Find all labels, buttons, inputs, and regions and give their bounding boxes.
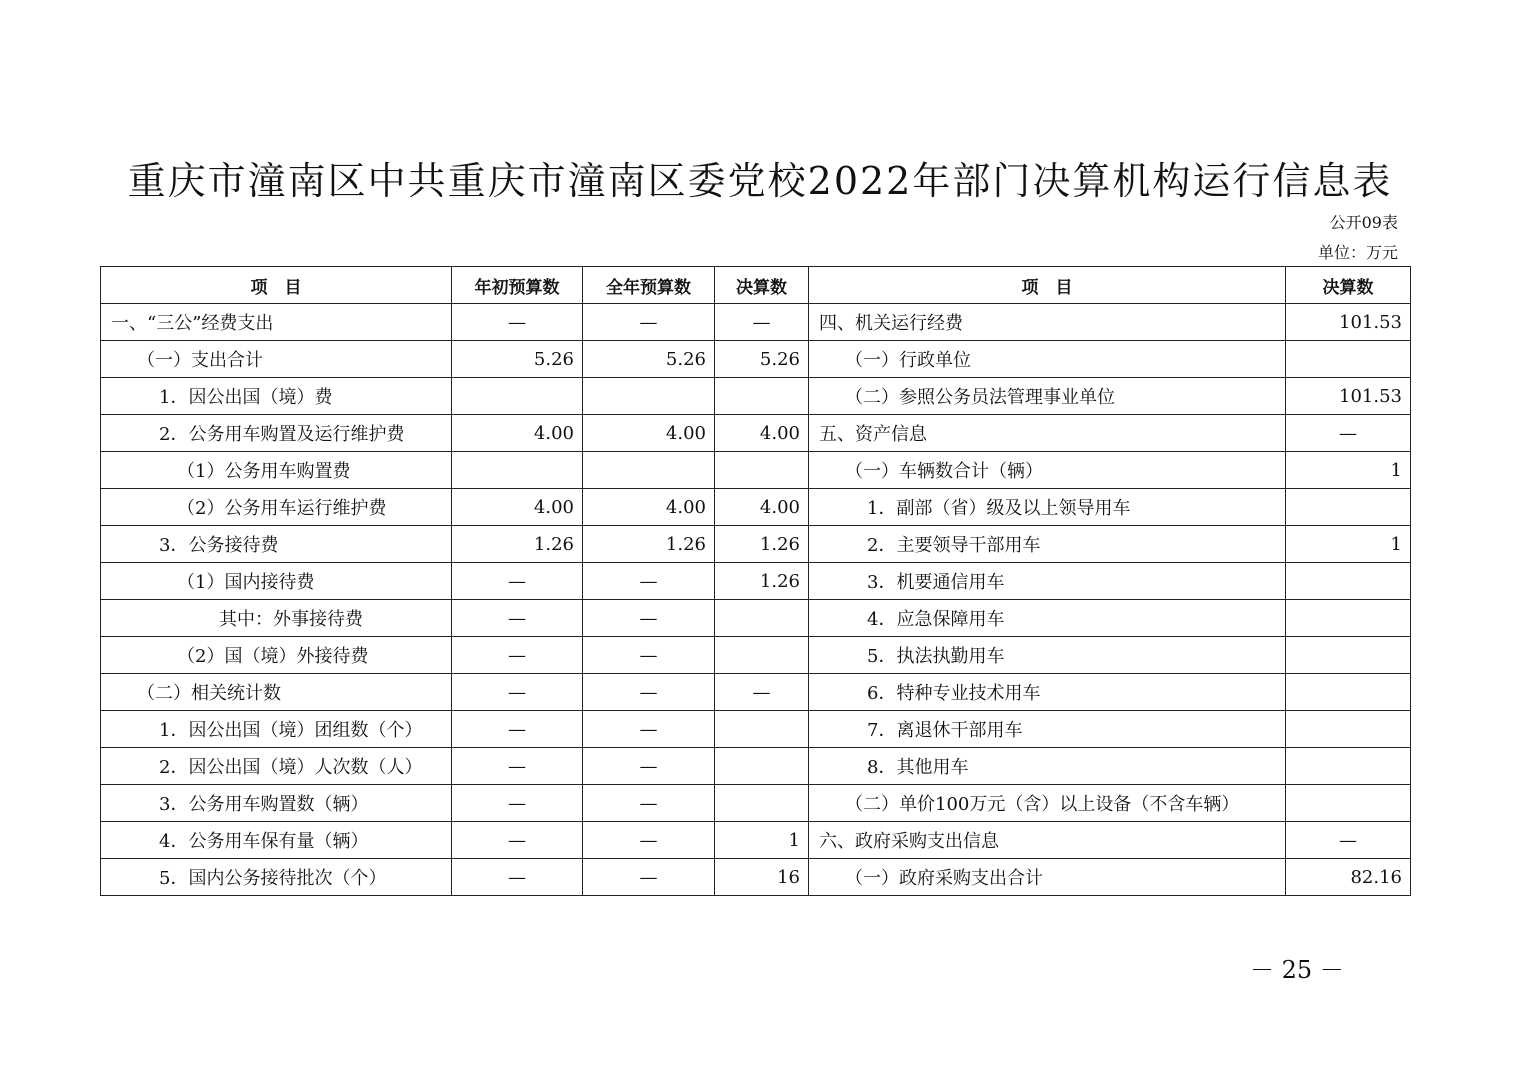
final-left-cell [715, 637, 809, 674]
initial-budget-cell [452, 378, 583, 415]
left-item-cell: 2．因公出国（境）人次数（人） [101, 748, 452, 785]
final-left-cell [715, 748, 809, 785]
final-right-cell: 82.16 [1286, 859, 1411, 896]
table-row [101, 563, 1411, 600]
table-row [101, 859, 1411, 896]
table-row [101, 526, 1411, 563]
right-item-cell: 6．特种专业技术用车 [809, 674, 1286, 711]
final-right-cell: 1 [1286, 452, 1411, 489]
left-item-cell: 5．国内公务接待批次（个） [101, 859, 452, 896]
table-body [101, 304, 1411, 896]
initial-budget-cell: 4.00 [452, 489, 583, 526]
right-item-cell: 1．副部（省）级及以上领导用车 [809, 489, 1286, 526]
final-left-cell: 5.26 [715, 341, 809, 378]
header-initial-budget: 年初预算数 [452, 267, 583, 304]
annual-budget-cell [583, 378, 715, 415]
left-item-cell: 2．公务用车购置及运行维护费 [101, 415, 452, 452]
left-item-cell: 1．因公出国（境）团组数（个） [101, 711, 452, 748]
header-annual-budget: 全年预算数 [583, 267, 715, 304]
annual-budget-cell: — [583, 748, 715, 785]
annual-budget-cell [583, 452, 715, 489]
initial-budget-cell: — [452, 600, 583, 637]
initial-budget-cell: — [452, 859, 583, 896]
final-right-cell [1286, 489, 1411, 526]
initial-budget-cell: — [452, 563, 583, 600]
final-left-cell: 16 [715, 859, 809, 896]
left-item-cell: （1）国内接待费 [101, 563, 452, 600]
table-header-row [101, 267, 1411, 304]
right-item-cell: 8．其他用车 [809, 748, 1286, 785]
left-item-cell: （2）国（境）外接待费 [101, 637, 452, 674]
left-item-cell: 3．公务接待费 [101, 526, 452, 563]
final-left-cell [715, 600, 809, 637]
left-item-cell: （1）公务用车购置费 [101, 452, 452, 489]
initial-budget-cell: — [452, 674, 583, 711]
final-right-cell: 101.53 [1286, 304, 1411, 341]
header-final-right: 决算数 [1286, 267, 1411, 304]
table-row [101, 415, 1411, 452]
left-item-cell: 其中：外事接待费 [101, 600, 452, 637]
right-item-cell: 2．主要领导干部用车 [809, 526, 1286, 563]
annual-budget-cell: 4.00 [583, 415, 715, 452]
table-row [101, 304, 1411, 341]
annual-budget-cell: — [583, 304, 715, 341]
right-item-cell: 五、资产信息 [809, 415, 1286, 452]
right-item-cell: （一）政府采购支出合计 [809, 859, 1286, 896]
initial-budget-cell: — [452, 304, 583, 341]
page-number: － 25 － [1250, 956, 1344, 984]
right-item-cell: 3．机要通信用车 [809, 563, 1286, 600]
table-row [101, 674, 1411, 711]
final-right-cell [1286, 600, 1411, 637]
annual-budget-cell: — [583, 859, 715, 896]
initial-budget-cell: — [452, 822, 583, 859]
final-left-cell: 1.26 [715, 526, 809, 563]
left-item-cell: 3．公务用车购置数（辆） [101, 785, 452, 822]
annual-budget-cell: 1.26 [583, 526, 715, 563]
table-code: 公开09表 [1329, 213, 1398, 232]
table-row [101, 711, 1411, 748]
right-item-cell: 六、政府采购支出信息 [809, 822, 1286, 859]
table-row [101, 637, 1411, 674]
final-right-cell: 101.53 [1286, 378, 1411, 415]
final-right-cell [1286, 785, 1411, 822]
left-item-cell: （一）支出合计 [101, 341, 452, 378]
right-item-cell: 7．离退休干部用车 [809, 711, 1286, 748]
right-item-cell: 四、机关运行经费 [809, 304, 1286, 341]
right-item-cell: 4．应急保障用车 [809, 600, 1286, 637]
right-item-cell: （二）单价100万元（含）以上设备（不含车辆） [809, 785, 1286, 822]
initial-budget-cell [452, 452, 583, 489]
right-item-cell: （二）参照公务员法管理事业单位 [809, 378, 1286, 415]
table-row [101, 341, 1411, 378]
annual-budget-cell: — [583, 711, 715, 748]
initial-budget-cell: — [452, 711, 583, 748]
final-left-cell: 4.00 [715, 415, 809, 452]
annual-budget-cell: — [583, 600, 715, 637]
header-item-right: 项 目 [809, 267, 1286, 304]
left-item-cell: 1．因公出国（境）费 [101, 378, 452, 415]
table-row [101, 600, 1411, 637]
final-left-cell: — [715, 674, 809, 711]
final-left-cell: 1 [715, 822, 809, 859]
annual-budget-cell: — [583, 785, 715, 822]
right-item-cell: （一）车辆数合计（辆） [809, 452, 1286, 489]
header-item-left: 项 目 [101, 267, 452, 304]
final-right-cell [1286, 748, 1411, 785]
annual-budget-cell: 5.26 [583, 341, 715, 378]
table-row [101, 489, 1411, 526]
left-item-cell: 一、“三公”经费支出 [101, 304, 452, 341]
final-right-cell: — [1286, 822, 1411, 859]
table-row [101, 452, 1411, 489]
initial-budget-cell: — [452, 748, 583, 785]
unit-label: 单位：万元 [1317, 243, 1398, 262]
budget-table [100, 266, 1411, 896]
left-item-cell: 4．公务用车保有量（辆） [101, 822, 452, 859]
final-right-cell [1286, 637, 1411, 674]
annual-budget-cell: — [583, 563, 715, 600]
final-right-cell: — [1286, 415, 1411, 452]
final-left-cell: 1.26 [715, 563, 809, 600]
annual-budget-cell: 4.00 [583, 489, 715, 526]
final-left-cell [715, 785, 809, 822]
annual-budget-cell: — [583, 637, 715, 674]
final-right-cell [1286, 674, 1411, 711]
final-right-cell [1286, 711, 1411, 748]
annual-budget-cell: — [583, 822, 715, 859]
annual-budget-cell: — [583, 674, 715, 711]
initial-budget-cell: — [452, 637, 583, 674]
table-row [101, 785, 1411, 822]
final-left-cell [715, 452, 809, 489]
final-left-cell: — [715, 304, 809, 341]
table-row [101, 748, 1411, 785]
final-left-cell [715, 378, 809, 415]
header-final-left: 决算数 [715, 267, 809, 304]
initial-budget-cell: 1.26 [452, 526, 583, 563]
left-item-cell: （二）相关统计数 [101, 674, 452, 711]
initial-budget-cell: — [452, 785, 583, 822]
page-title: 重庆市潼南区中共重庆市潼南区委党校2022年部门决算机构运行信息表 [127, 159, 1393, 203]
right-item-cell: （一）行政单位 [809, 341, 1286, 378]
final-left-cell [715, 711, 809, 748]
table-row [101, 822, 1411, 859]
final-right-cell: 1 [1286, 526, 1411, 563]
final-right-cell [1286, 341, 1411, 378]
final-left-cell: 4.00 [715, 489, 809, 526]
initial-budget-cell: 4.00 [452, 415, 583, 452]
right-item-cell: 5．执法执勤用车 [809, 637, 1286, 674]
final-right-cell [1286, 563, 1411, 600]
table-row [101, 378, 1411, 415]
initial-budget-cell: 5.26 [452, 341, 583, 378]
left-item-cell: （2）公务用车运行维护费 [101, 489, 452, 526]
